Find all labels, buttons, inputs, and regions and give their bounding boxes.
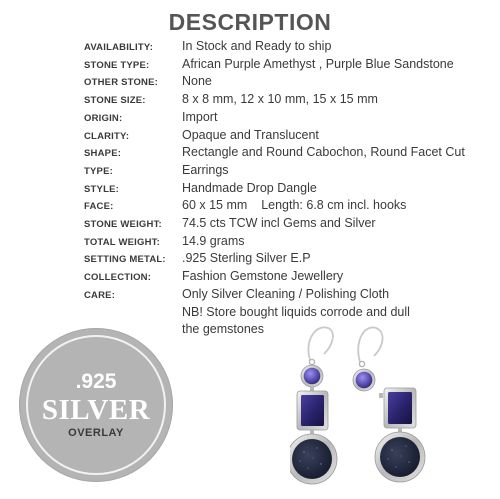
spec-value: Import <box>182 109 218 124</box>
spec-label: AVAILABILITY: <box>84 42 154 53</box>
spec-value: Opaque and Translucent <box>182 127 319 142</box>
spec-row-face <box>0 198 500 216</box>
spec-value: Handmade Drop Dangle <box>182 180 317 195</box>
spec-label: ORIGIN: <box>84 112 123 124</box>
spec-row-stone-size <box>0 92 500 110</box>
silver-overlay-badge <box>19 328 173 482</box>
left-rect-cabochon <box>301 395 324 426</box>
left-amethyst <box>304 368 321 385</box>
left-jump-ring <box>309 359 314 364</box>
badge-purity-text: .925 <box>75 370 117 393</box>
spec-value: Rectangle and Round Cabochon, Round Facet Cut <box>182 145 465 160</box>
spec-value: the gemstones <box>182 322 264 337</box>
spec-value: 14.9 grams <box>182 233 245 248</box>
spec-value: 74.5 cts TCW incl Gems and Silver <box>182 216 376 230</box>
spec-value: Fashion Gemstone Jewellery <box>182 269 344 284</box>
spec-label: STYLE: <box>84 183 119 195</box>
spec-label: SETTING METAL: <box>84 254 166 266</box>
spec-row-origin <box>0 110 500 128</box>
page-title: DESCRIPTION <box>168 9 332 35</box>
earrings-product-image <box>290 318 500 499</box>
spec-value: Earrings <box>182 162 229 177</box>
right-amethyst <box>356 372 373 389</box>
left-sandstone <box>292 439 332 479</box>
spec-label: TYPE: <box>84 165 113 177</box>
badge-overlay-text: OVERLAY <box>68 427 124 439</box>
spec-value: .925 Sterling Silver E.P <box>182 251 311 266</box>
spec-value: In Stock and Ready to ship <box>182 39 332 53</box>
spec-row-setting-metal <box>0 251 500 269</box>
spec-row-other-stone <box>0 74 500 92</box>
spec-row-availability <box>0 39 500 57</box>
spec-label: CARE: <box>84 289 116 301</box>
spec-value: 60 x 15 mm Length: 6.8 cm incl. hooks <box>182 198 407 213</box>
spec-row-style <box>0 181 500 199</box>
spec-label: STONE TYPE: <box>84 59 150 71</box>
spec-value: Only Silver Cleaning / Polishing Cloth <box>182 286 390 301</box>
right-sandstone <box>380 437 420 477</box>
right-rect-cabochon <box>388 392 412 424</box>
spec-row-total-weight <box>0 234 500 252</box>
spec-value: None <box>182 74 212 89</box>
spec-row-type <box>0 163 500 181</box>
spec-label: FACE: <box>84 201 114 213</box>
right-link <box>379 393 383 398</box>
spec-row-clarity <box>0 128 500 146</box>
spec-row-stone-type <box>0 57 500 75</box>
right-earring <box>353 327 425 482</box>
left-hook <box>308 327 333 360</box>
spec-label: OTHER STONE: <box>84 77 159 89</box>
spec-label: CLARITY: <box>84 130 130 142</box>
spec-row-shape <box>0 145 500 163</box>
spec-label: SHAPE: <box>84 148 122 160</box>
spec-label: STONE SIZE: <box>84 95 146 107</box>
spec-row-stone-weight <box>0 216 500 234</box>
badge-silver-text: SILVER <box>41 394 151 426</box>
spec-label: STONE WEIGHT: <box>84 219 162 230</box>
spec-value: NB! Store bought liquids corrode and dull <box>182 304 410 319</box>
left-earring <box>290 327 337 484</box>
right-jump-ring <box>359 361 364 366</box>
spec-row-collection <box>0 269 500 287</box>
right-hook <box>358 327 382 362</box>
spec-value: 8 x 8 mm, 12 x 10 mm, 15 x 15 mm <box>182 92 378 107</box>
spec-label: COLLECTION: <box>84 272 152 284</box>
spec-label: TOTAL WEIGHT: <box>84 236 160 248</box>
spec-row-care <box>0 287 500 305</box>
spec-value: African Purple Amethyst , Purple Blue Sandstone <box>182 56 454 71</box>
